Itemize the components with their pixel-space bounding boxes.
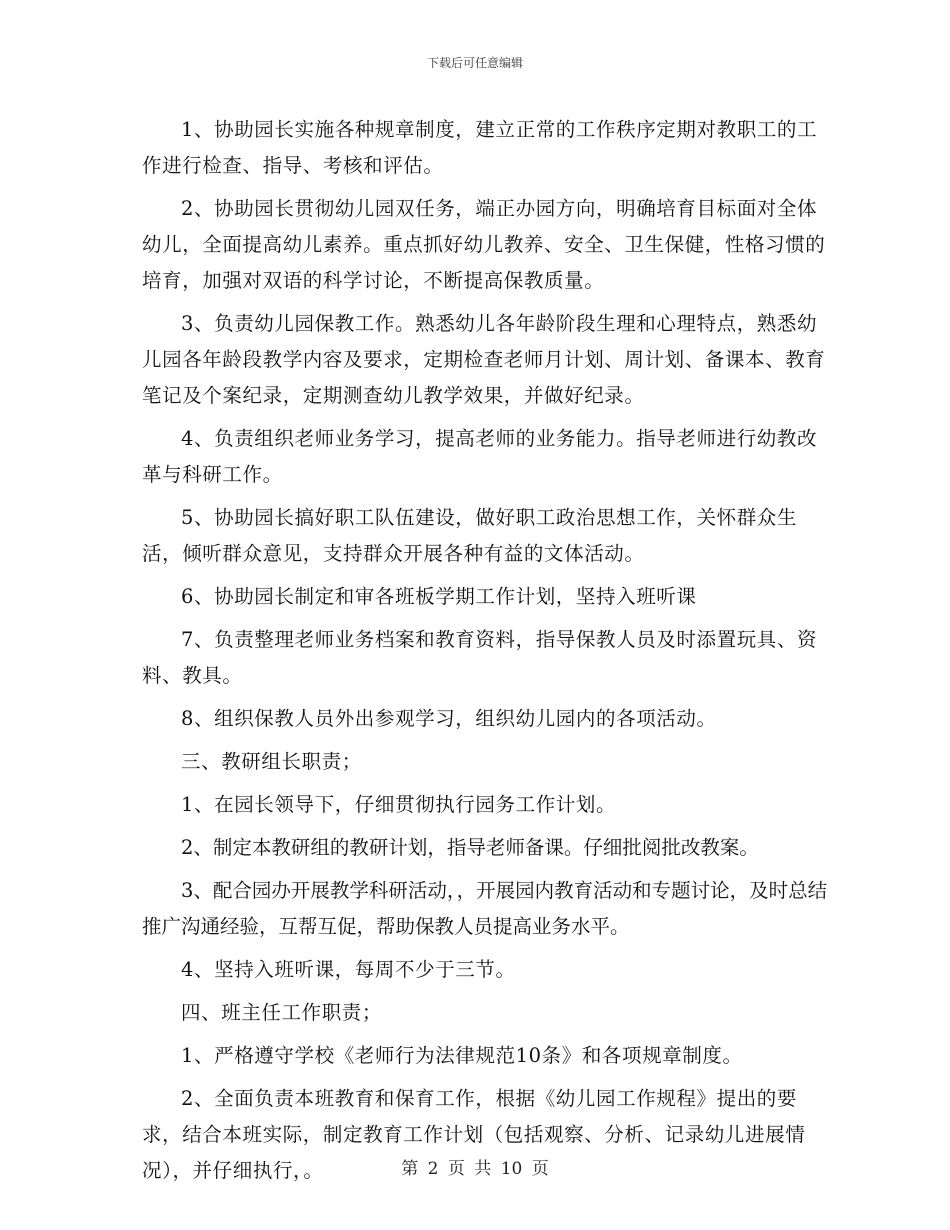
paragraph: 4、负责组织老师业务学习，提高老师的业务能力。指导老师进行幼教改革与科研工作。: [142, 427, 818, 486]
paragraph: 2、协助园长贯彻幼儿园双任务，端正办园方向，明确培育目标面对全体幼儿，全面提高幼儿素养。重点抓好幼儿教养、安全、卫生保健，性格习惯的培育，加强对双语的科学讨论，不断提高保教质量。: [142, 197, 826, 292]
paragraph: 3、负责幼儿园保教工作。熟悉幼儿各年龄阶段生理和心理特点，熟悉幼儿园各年龄段教学内容及要求，定期检查老师月计划、周计划、备课本、教育笔记及个案纪录，定期测查幼儿教学效果，并做好纪录。: [142, 312, 826, 407]
paragraph: 2、全面负责本班教育和保育工作，根据《幼儿园工作规程》提出的要求，结合本班实际，制定教育工作计划（包括观察、分析、记录幼儿进展情况），并仔细执行，。: [142, 1087, 806, 1182]
paragraph: 2、制定本教研组的教研计划，指导老师备课。仔细批阅批改教案。: [181, 836, 759, 859]
page-header-note: 下载后可任意编辑: [426, 56, 523, 70]
paragraph: 1、协助园长实施各种规章制度，建立正常的工作秩序定期对教职工的工作进行检查、指导、考核和评估。: [142, 118, 818, 177]
section-heading: 三、教研组长职责；: [181, 750, 362, 773]
paragraph: 8、组织保教人员外出参观学习，组织幼儿园内的各项活动。: [181, 707, 717, 730]
paragraph: 6、协助园长制定和审各班板学期工作计划，坚持入班听课: [181, 585, 697, 608]
paragraph: 1、严格遵守学校《老师行为法律规范10条》和各项规章制度。: [181, 1044, 743, 1067]
section-heading: 四、班主任工作职责；: [181, 1001, 383, 1024]
paragraph: 5、协助园长搞好职工队伍建设，做好职工政治思想工作，关怀群众生活，倾听群众意见，支持群众开展各种有益的文体活动。: [142, 506, 798, 565]
paragraph: 3、配合园办开展教学科研活动，，开展园内教育活动和专题讨论，及时总结推广沟通经验，互帮互促，帮助保教人员提高业务水平。: [142, 879, 828, 938]
document-body: [142, 112, 832, 1196]
page-number-footer: 第 2 页 共 10 页: [401, 1159, 549, 1179]
paragraph: 7、负责整理老师业务档案和教育资料，指导保教人员及时添置玩具、资料、教具。: [142, 628, 818, 687]
paragraph: 4、坚持入班听课，每周不少于三节。: [181, 958, 516, 981]
paragraph: 1、在园长领导下，仔细贯彻执行园务工作计划。: [181, 793, 617, 816]
